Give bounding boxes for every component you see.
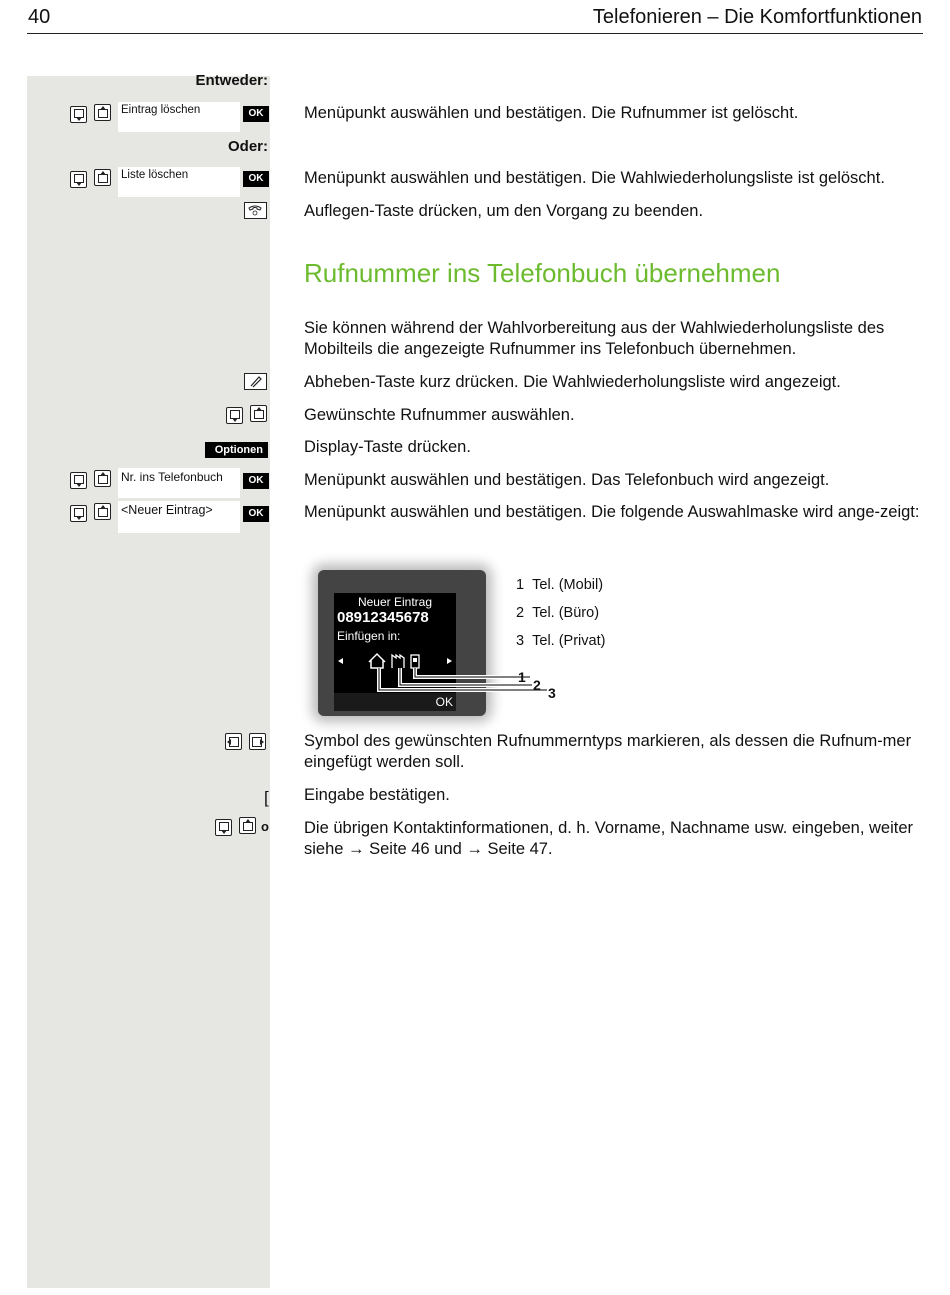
step-text: Auflegen-Taste drücken, um den Vorgang zu beenden.	[304, 202, 704, 220]
label-or: Oder:	[227, 138, 268, 155]
nav-down-icon	[226, 407, 243, 424]
ok-button[interactable]: OK	[243, 171, 269, 187]
ok-button[interactable]: OK	[243, 506, 269, 522]
nav-down-icon	[70, 505, 87, 522]
callout-marker-2: 2	[533, 677, 541, 693]
hangup-key-icon	[244, 202, 267, 219]
header-rule	[27, 33, 923, 34]
options-softkey[interactable]: Optionen	[205, 442, 268, 458]
page-header-title: Telefonieren – Die Komfortfunktionen	[592, 6, 922, 28]
screen-title: Neuer Eintrag	[357, 595, 433, 609]
step-text: Menüpunkt auswählen und bestätigen. Das Telefonbuch wird angezeigt.	[304, 471, 830, 489]
menu-item-delete-list[interactable]: Liste löschen	[118, 167, 240, 197]
talk-key-icon	[244, 373, 267, 390]
nav-up-icon	[94, 470, 111, 487]
callout-marker-1: 1	[518, 669, 526, 685]
arrow-left-icon	[338, 658, 343, 664]
nav-down-icon	[70, 171, 87, 188]
menu-item-new-entry[interactable]: <Neuer Eintrag>	[118, 501, 240, 533]
more-keys-icon: o	[261, 819, 269, 834]
nav-down-icon	[215, 819, 232, 836]
sidebar	[27, 76, 270, 1288]
menu-item-to-phonebook[interactable]: Nr. ins Telefonbuch	[118, 468, 240, 498]
softkey-bracket-icon: [	[264, 788, 269, 807]
screen-ok: OK	[435, 695, 453, 709]
page-number: 40	[28, 6, 51, 28]
step-text: Menüpunkt auswählen und bestätigen. Die folgende Auswahlmaske wird ange-zeigt:	[304, 503, 920, 521]
nav-up-icon	[94, 169, 111, 186]
callout-item: 1 Tel. (Mobil)	[516, 577, 604, 593]
callout-marker-3: 3	[548, 685, 556, 701]
nav-down-icon	[70, 472, 87, 489]
nav-down-icon	[70, 106, 87, 123]
nav-up-icon	[250, 405, 267, 422]
ok-button[interactable]: OK	[243, 473, 269, 489]
nav-up-icon	[239, 817, 256, 834]
nav-right-icon	[249, 733, 266, 750]
ok-button[interactable]: OK	[243, 106, 269, 122]
callout-item: 3 Tel. (Privat)	[516, 633, 606, 649]
menu-item-delete-entry[interactable]: Eintrag löschen	[118, 102, 240, 132]
step-text: Gewünschte Rufnummer auswählen.	[304, 406, 575, 424]
callout-lines	[370, 663, 560, 703]
step-text: Abheben-Taste kurz drücken. Die Wahlwiederholungsliste wird angezeigt.	[304, 373, 841, 391]
step-text: Display-Taste drücken.	[304, 438, 471, 456]
intro-paragraph: Sie können während der Wahlvorbereitung aus der Wahlwiederholungsliste des Mobilteils die angezeigte Rufnummer ins Telefonbuch übernehmen.	[304, 319, 885, 358]
screen-number: 08912345678	[337, 609, 429, 626]
nav-up-icon	[94, 104, 111, 121]
step-text: Menüpunkt auswählen und bestätigen. Die Rufnummer ist gelöscht.	[304, 104, 799, 122]
nav-up-icon	[94, 503, 111, 520]
screen-prompt: Einfügen in:	[337, 629, 401, 643]
step-text: Menüpunkt auswählen und bestätigen. Die Wahlwiederholungsliste ist gelöscht.	[304, 169, 885, 187]
section-heading: Rufnummer ins Telefonbuch übernehmen	[304, 258, 781, 288]
label-either: Entweder:	[195, 72, 268, 89]
callout-item: 2 Tel. (Büro)	[516, 605, 600, 621]
step-text: Die übrigen Kontaktinformationen, d. h. Vorname, Nachname usw. eingeben, weiter siehe → Seite 46 und → Seite 47.	[304, 819, 914, 858]
nav-left-icon	[225, 733, 242, 750]
step-text: Symbol des gewünschten Rufnummerntyps markieren, als dessen die Rufnum-mer eingefügt werden soll.	[304, 732, 912, 771]
step-text: Eingabe bestätigen.	[304, 786, 450, 804]
